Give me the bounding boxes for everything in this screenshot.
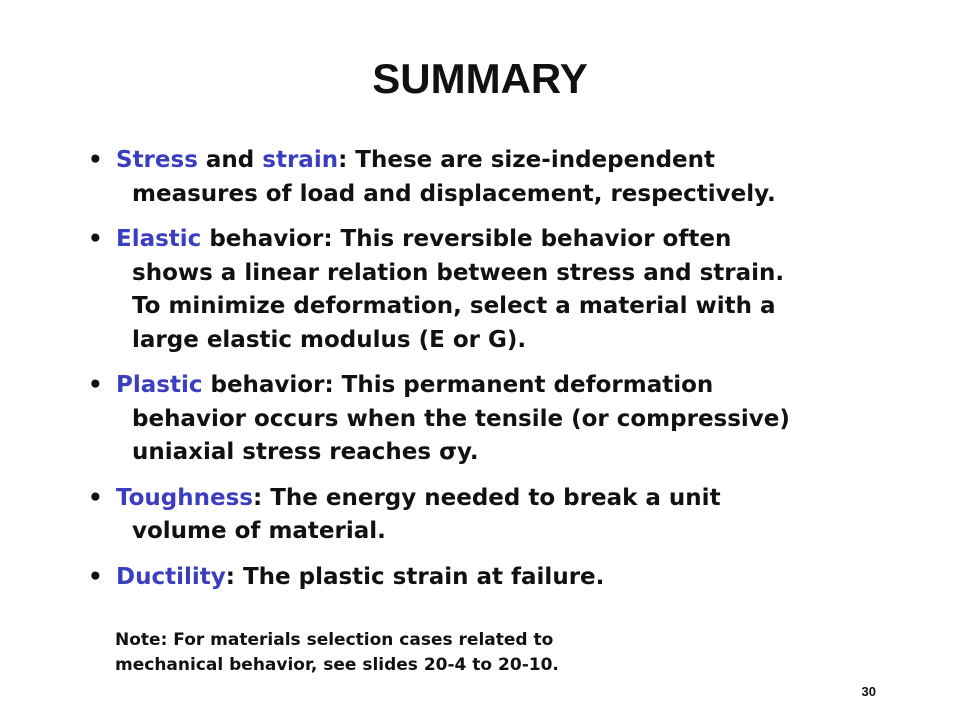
term-ductility: Ductility: [116, 563, 226, 590]
bullet-line: volume of material.: [132, 518, 386, 544]
bullet-stress-strain: [86, 144, 876, 211]
bullet-line: behavior occurs when the tensile (or compressive): [132, 405, 790, 432]
bullet-ductility: [86, 561, 876, 595]
text-fragment: : The energy needed to break a unit: [253, 484, 721, 511]
bullet-line: [116, 223, 876, 257]
text-fragment: behavior: This permanent deformation: [202, 372, 714, 398]
bullet-line: [116, 144, 876, 178]
term-plastic: Plastic: [116, 372, 203, 398]
bullet-marker: •: [88, 226, 103, 252]
text-fragment: behavior: This reversible behavior often: [201, 226, 732, 252]
text-fragment: and: [197, 147, 263, 173]
term-toughness: Toughness: [116, 484, 254, 511]
bullet-line: large elastic modulus (E or G).: [132, 326, 527, 353]
bullet-line: shows a linear relation between stress and strain.: [132, 259, 785, 286]
bullet-marker: •: [88, 563, 103, 590]
page-number: 30: [861, 684, 876, 699]
bullet-line: [116, 561, 876, 595]
bullet-marker: •: [88, 372, 103, 398]
note-line: Note: For materials selection cases related to: [115, 630, 554, 650]
text-fragment: : These are size-independent: [338, 147, 716, 173]
bullet-line: uniaxial stress reaches σy.: [132, 439, 479, 465]
bullet-marker: •: [88, 147, 103, 173]
text-fragment: : The plastic strain at failure.: [225, 563, 605, 590]
bullet-line: To minimize deformation, select a material with a: [132, 293, 776, 319]
bullet-toughness: [86, 482, 876, 549]
bullet-line: measures of load and displacement, respectively.: [132, 180, 776, 207]
term-stress: Stress: [116, 147, 198, 173]
summary-bullet-list: [86, 144, 876, 606]
term-elastic: Elastic: [116, 226, 202, 252]
slide-note: [115, 628, 559, 678]
bullet-plastic: [86, 369, 876, 470]
slide-title: SUMMARY: [372, 55, 588, 102]
note-line: mechanical behavior, see slides 20-4 to 20-10.: [115, 655, 559, 675]
bullet-line: [116, 369, 876, 403]
bullet-elastic: [86, 223, 876, 357]
bullet-line: [116, 482, 876, 516]
bullet-marker: •: [88, 484, 103, 511]
term-strain: strain: [262, 147, 339, 173]
